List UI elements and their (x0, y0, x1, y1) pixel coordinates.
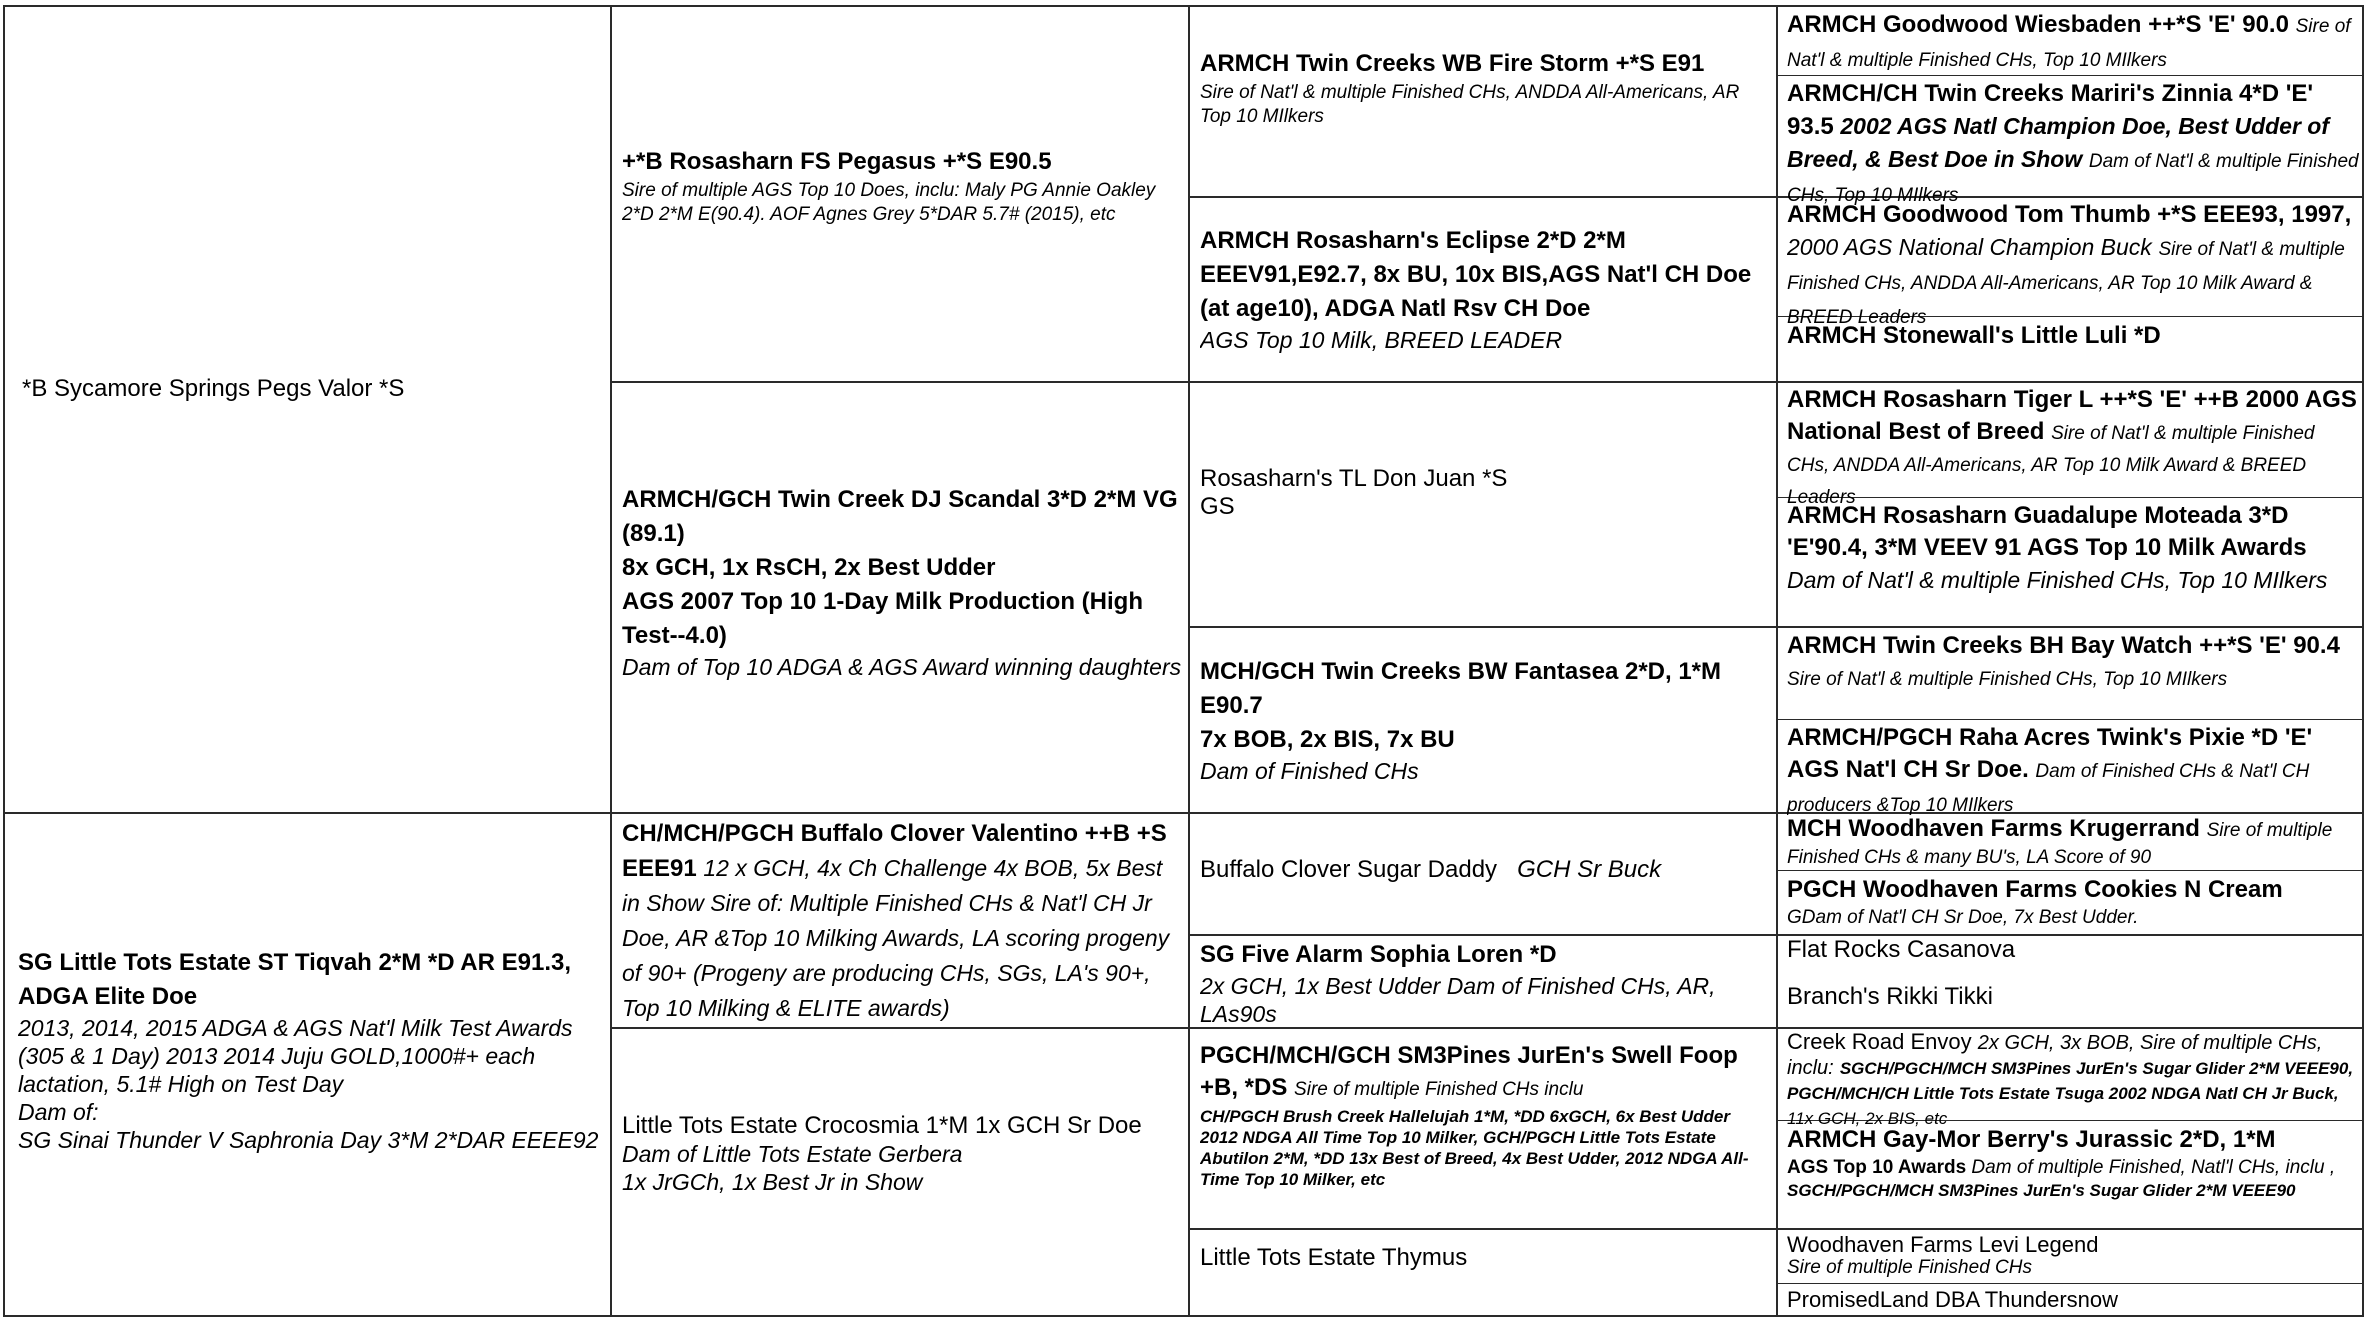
grid-line (1776, 870, 2364, 871)
s-d-d-d-name: ARMCH/PGCH Raha Acres Twink's Pixie *D 'E' AGS Nat'l CH Sr Doe. (1787, 724, 2313, 783)
d-d-s-cell (1200, 1040, 1770, 1190)
d-d-s-s-cell (1787, 1030, 2359, 1130)
s-d-s-note: GS (1200, 493, 1235, 520)
s-s-s-d-cell (1787, 78, 2359, 212)
grid-line (610, 381, 2364, 383)
grid-line (610, 5, 612, 1317)
grid-line (1776, 719, 2364, 720)
s-s-s-cell (1200, 47, 1770, 129)
s-d-s-cell (1200, 465, 1770, 521)
d-d-s-note: Sire of multiple Finished CHs inclu (1294, 1079, 1584, 1100)
s-d-s-s-name: ARMCH Rosasharn Tiger L ++*S 'E' ++B 2000 AGS National Best of Breed (1787, 386, 2357, 445)
s-d-d-name: 7x BOB, 2x BIS, 7x BU (1200, 726, 1455, 753)
s-d-s-s-cell (1787, 384, 2359, 512)
d-s-s-note: GCH Sr Buck (1517, 856, 1662, 883)
d-d-d-s-cell (1787, 1231, 2359, 1278)
d-d-s-d-name2: AGS Top 10 Awards (1787, 1157, 1967, 1178)
s-d-note: Dam of Top 10 ADGA & AGS Award winning daughters (622, 654, 1182, 680)
s-s-d-cell (1200, 224, 1770, 354)
s-d-s-d-cell (1787, 500, 2359, 597)
grid-line (1188, 626, 2364, 628)
dam-note: SG Sinai Thunder V Saphronia Day 3*M 2*DAR EEEE92 (18, 1127, 599, 1153)
grid-line (3, 1315, 2364, 1317)
s-d-d-d-cell (1787, 722, 2359, 822)
d-d-d-d-name: PromisedLand DBA Thundersnow (1787, 1287, 2119, 1312)
s-s-d-s-note: Sire of Nat'l & multiple Finished CHs, ANDDA All-Americans, AR Top 10 Milk Award & BREED Leaders (1787, 239, 2345, 328)
s-s-s-d-note: 2002 AGS Natl Champion Doe, Best Udder of Breed, & Best Doe in Show (1787, 113, 2330, 172)
d-d-note: Dam of Little Tots Estate Gerbera (622, 1141, 963, 1167)
d-s-s-cell (1200, 856, 1770, 884)
d-d-d-name: Little Tots Estate Thymus (1200, 1244, 1468, 1271)
s-s-d-s-note: 2000 AGS National Champion Buck (1787, 234, 2152, 260)
s-s-s-note: Sire of Nat'l & multiple Finished CHs, ANDDA All-Americans, AR Top 10 MIlkers (1200, 82, 1740, 127)
d-d-s-s-note: 2x GCH, 3x BOB, Sire of multiple CHs, inclu: (1787, 1032, 2323, 1079)
grid-line (3, 5, 5, 1317)
s-d-cell (622, 483, 1182, 681)
d-s-s-d-cell (1787, 874, 2359, 930)
s-d-d-d-note: Dam of Finished CHs & Nat'l CH producers &Top 10 MIlkers (1787, 761, 2310, 816)
d-d-s-d-note: SGCH/PGCH/MCH SM3Pines JurEn's Sugar Glider 2*M VEEE90 (1787, 1181, 2296, 1200)
s-s-s-d-note: Dam of Nat'l & multiple Finished CHs, Top 10 MIlkers (1787, 151, 2359, 206)
d-d-d-s-note: Sire of multiple Finished CHs (1787, 1257, 2032, 1278)
s-d-s-name: Rosasharn's TL Don Juan *S (1200, 465, 1508, 492)
s-d-d-cell (1200, 655, 1770, 785)
s-d-s-s-note: Sire of Nat'l & multiple Finished CHs, ANDDA All-Americans, AR Top 10 Milk Award & BREED Leaders (1787, 423, 2315, 508)
grid-line (1776, 1283, 2364, 1284)
d-s-s-d-note: GDam of Nat'l CH Sr Doe, 7x Best Udder. (1787, 907, 2139, 928)
dam-note: Dam of: (18, 1099, 99, 1125)
s-s-s-name: ARMCH Twin Creeks WB Fire Storm +*S E91 (1200, 50, 1705, 77)
d-d-s-name: PGCH/MCH/GCH SM3Pines JurEn's Swell Foop +B, *DS (1200, 1042, 1738, 1101)
d-s-cell (622, 817, 1182, 1026)
d-s-s-name: Buffalo Clover Sugar Daddy (1200, 856, 1498, 883)
d-s-d-s-cell (1787, 936, 2359, 964)
sire-name: *B Sycamore Springs Pegs Valor *S (22, 375, 405, 402)
s-s-d-d-name: ARMCH Stonewall's Little Luli *D (1787, 322, 2161, 349)
s-s-s-s-cell (1787, 9, 2359, 77)
d-d-cell (622, 1112, 1182, 1196)
s-s-d-note: AGS Top 10 Milk, BREED LEADER (1200, 327, 1563, 353)
s-d-d-name: MCH/GCH Twin Creeks BW Fantasea 2*D, 1*M E90.7 (1200, 658, 1722, 719)
s-s-name: +*B Rosasharn FS Pegasus +*S E90.5 (622, 148, 1052, 175)
s-d-name: ARMCH/GCH Twin Creek DJ Scandal 3*D 2*M VG (89.1) (622, 486, 1178, 547)
s-s-s-s-note: Sire of Nat'l & multiple Finished CHs, Top 10 MIlkers (1787, 16, 2351, 71)
s-d-d-s-cell (1787, 630, 2359, 696)
d-s-d-s-name: Flat Rocks Casanova (1787, 936, 2016, 963)
s-s-note: Sire of multiple AGS Top 10 Does, inclu: Maly PG Annie Oakley 2*D 2*M E(90.4). AOF Agnes Grey 5*DAR 5.7# (2015), etc (622, 180, 1156, 225)
d-d-s-d-note: Dam of multiple Finished, Natl'l CHs, inclu , (1971, 1157, 2336, 1178)
d-s-s-s-cell (1787, 816, 2359, 870)
sire-cell (22, 375, 602, 403)
d-d-s-d-cell (1787, 1124, 2359, 1202)
grid-line (3, 5, 2364, 7)
s-d-name: AGS 2007 Top 10 1-Day Milk Production (High Test--4.0) (622, 588, 1143, 649)
dam-note: 2013, 2014, 2015 ADGA & AGS Nat'l Milk Test Awards (305 & 1 Day) 2013 2014 Juju GOLD,1000#+ each lactation, 5.1# High on Test Day (18, 1015, 573, 1097)
s-s-s-s-name: ARMCH Goodwood Wiesbaden ++*S 'E' 90.0 (1787, 11, 2289, 38)
d-d-d-d-cell (1787, 1286, 2359, 1313)
s-s-cell (622, 145, 1182, 227)
s-d-d-note: Dam of Finished CHs (1200, 758, 1419, 784)
d-s-name: CH/MCH/PGCH Buffalo Clover Valentino ++B +S EEE91 (622, 820, 1167, 882)
d-d-s-s-note: 11x GCH, 2x BIS, etc (1787, 1109, 1948, 1128)
d-s-s-s-note: Sire of multiple Finished CHs & many BU's, LA Score of 90 (1787, 820, 2333, 868)
d-d-s-note: CH/PGCH Brush Creek Hallelujah 1*M, *DD 6xGCH, 6x Best Udder 2012 NDGA All Time Top 10 Milker, GCH/PGCH Little Tots Estate Abutilon 2*M, *DD 13x Best of Breed, 4x Best Udder, 2012 NDGA All-Time Top 10 Milker, etc (1200, 1107, 1749, 1189)
s-s-d-s-name: ARMCH Goodwood Tom Thumb +*S EEE93, 1997, (1787, 201, 2352, 228)
dam-name: SG Little Tots Estate ST Tiqvah 2*M *D AR E91.3, ADGA Elite Doe (18, 949, 572, 1010)
d-s-s-d-name: PGCH Woodhaven Farms Cookies N Cream (1787, 876, 2283, 903)
s-d-d-s-name: ARMCH Twin Creeks BH Bay Watch ++*S 'E' 90.4 (1787, 632, 2340, 659)
d-d-note: 1x JrGCh, 1x Best Jr in Show (622, 1169, 923, 1195)
d-s-d-note: 2x GCH, 1x Best Udder Dam of Finished CHs, AR, LAs90s (1200, 973, 1716, 1027)
d-s-d-d-cell (1787, 983, 2359, 1011)
grid-line (1188, 5, 1190, 1317)
d-s-d-d-name: Branch's Rikki Tikki (1787, 983, 1993, 1010)
d-s-d-cell (1200, 938, 1770, 1028)
d-d-s-s-name: Creek Road Envoy (1787, 1030, 1972, 1054)
d-s-note: 12 x GCH, 4x Ch Challenge 4x BOB, 5x Best in Show Sire of: Multiple Finished CHs & Nat'l CH Jr Doe, AR &Top 10 Milking Awards, LA scoring progeny of 90+ (Progeny are producing CHs, SGs, LA's 90+, Top 10 Milking & ELITE awards) (622, 855, 1170, 1021)
s-s-d-s-cell (1787, 199, 2359, 334)
s-d-s-d-name: ARMCH Rosasharn Guadalupe Moteada 3*D 'E'90.4, 3*M VEEV 91 AGS Top 10 Milk Awards (1787, 502, 2307, 561)
d-d-d-cell (1200, 1244, 1770, 1272)
dam-cell (18, 946, 603, 1154)
s-s-d-name: ARMCH Rosasharn's Eclipse 2*D 2*M EEEV91,E92.7, 8x BU, 10x BIS,AGS Nat'l CH Doe (at age10), ADGA Natl Rsv CH Doe (1200, 227, 1752, 322)
s-d-name: 8x GCH, 1x RsCH, 2x Best Udder (622, 554, 996, 581)
grid-line (1188, 1228, 2364, 1230)
d-d-s-s-note: SGCH/PGCH/MCH SM3Pines JurEn's Sugar Glider 2*M VEEE90, PGCH/MCH/CH Little Tots Estate Tsuga 2002 NDGA Natl CH Jr Buck, (1787, 1059, 2354, 1103)
d-s-s-s-name: MCH Woodhaven Farms Krugerrand (1787, 816, 2200, 842)
s-s-s-d-name: ARMCH/CH Twin Creeks Mariri's Zinnia 4*D 'E' 93.5 (1787, 80, 2314, 140)
s-s-d-d-cell (1787, 320, 2359, 352)
d-s-d-name: SG Five Alarm Sophia Loren *D (1200, 941, 1557, 968)
d-d-name: Little Tots Estate Crocosmia 1*M 1x GCH Sr Doe (622, 1112, 1142, 1139)
d-d-d-s-name: Woodhaven Farms Levi Legend (1787, 1232, 2099, 1257)
s-d-d-s-note: Sire of Nat'l & multiple Finished CHs, Top 10 MIlkers (1787, 669, 2228, 690)
s-d-s-d-note: Dam of Nat'l & multiple Finished CHs, Top 10 MIlkers (1787, 567, 2328, 593)
d-d-s-d-name: ARMCH Gay-Mor Berry's Jurassic 2*D, 1*M (1787, 1126, 2276, 1153)
